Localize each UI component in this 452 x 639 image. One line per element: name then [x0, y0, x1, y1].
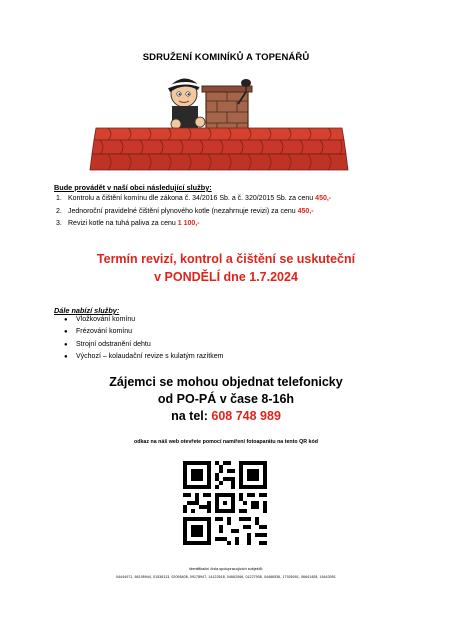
phone-number: 608 748 989: [211, 409, 281, 423]
service-number: 3.: [56, 220, 62, 227]
chimney-sweep-illustration: [88, 68, 350, 176]
qr-note: odkaz na náš web otevřete pomocí namíření fotoaparátu na tento QR kód: [134, 439, 318, 445]
service-number: 1.: [56, 195, 62, 202]
service-number: 2.: [56, 207, 62, 215]
service-price: 1 100,-: [177, 220, 200, 227]
bullet-icon: ●: [64, 341, 68, 348]
more-services-heading: Dále nabízí služby:: [54, 306, 120, 315]
page-title: SDRUŽENÍ KOMINÍKŮ A TOPENÁŘŮ: [142, 52, 310, 63]
footer-ids: 04444971, 66195944, 01536113, 02095408, 09178947, 14122618, 04662066, 01227908, 04466536, 17926091, 06641408, 16443091: [116, 575, 336, 579]
list-item: [64, 326, 223, 338]
service-item: [56, 206, 426, 219]
list-item-text: Frézování komínu: [76, 328, 133, 336]
service-text: Kontrolu a čištění komínu dle zákona č. 34/2016 Sb. a č. 320/2015 Sb. za cenu: [68, 195, 314, 202]
services-heading: Bude provádět v naší obci následující služby:: [54, 183, 212, 192]
list-item-text: Výchozí – kolaudační revize s kulatým razítkem: [76, 353, 224, 361]
bullet-icon: ●: [64, 317, 68, 323]
qr-code[interactable]: [183, 461, 267, 545]
announcement-line-1: Termín revizí, kontrol a čištění se uskuteční: [96, 252, 356, 266]
bullet-icon: ●: [64, 354, 68, 361]
chimney-sweep-figure: [168, 78, 205, 129]
service-item: [56, 193, 426, 206]
bullet-icon: ●: [64, 329, 68, 336]
roof-tiles: [90, 128, 348, 170]
more-services-list: [64, 314, 223, 364]
services-list: [56, 193, 426, 231]
list-item: [64, 351, 223, 363]
service-text: Revizi kotle na tuhá paliva za cenu: [68, 220, 176, 227]
service-item: [56, 218, 426, 231]
contact-line-2: od PO-PÁ v čase 8-16h: [157, 392, 295, 406]
list-item-text: Vložkování komínu: [76, 316, 136, 323]
contact-phone-line: [0, 409, 452, 423]
service-price: 450,-: [315, 195, 332, 202]
list-item: [64, 339, 223, 351]
service-price: 450,-: [297, 207, 314, 215]
announcement-line-2: v PONDĚLÍ dne 1.7.2024: [154, 270, 298, 284]
list-item-text: Strojní odstranění dehtu: [76, 340, 151, 348]
phone-prefix: na tel:: [171, 409, 208, 423]
footer-label: Identifikační čísla spolupracujících subjektů:: [189, 567, 263, 571]
service-text: Jednoroční pravidelné čištění plynového kotle (nezahrnuje revizi) za cenu: [68, 207, 296, 215]
list-item: [64, 314, 223, 326]
contact-line-1: Zájemci se mohou objednat telefonicky: [109, 375, 343, 389]
